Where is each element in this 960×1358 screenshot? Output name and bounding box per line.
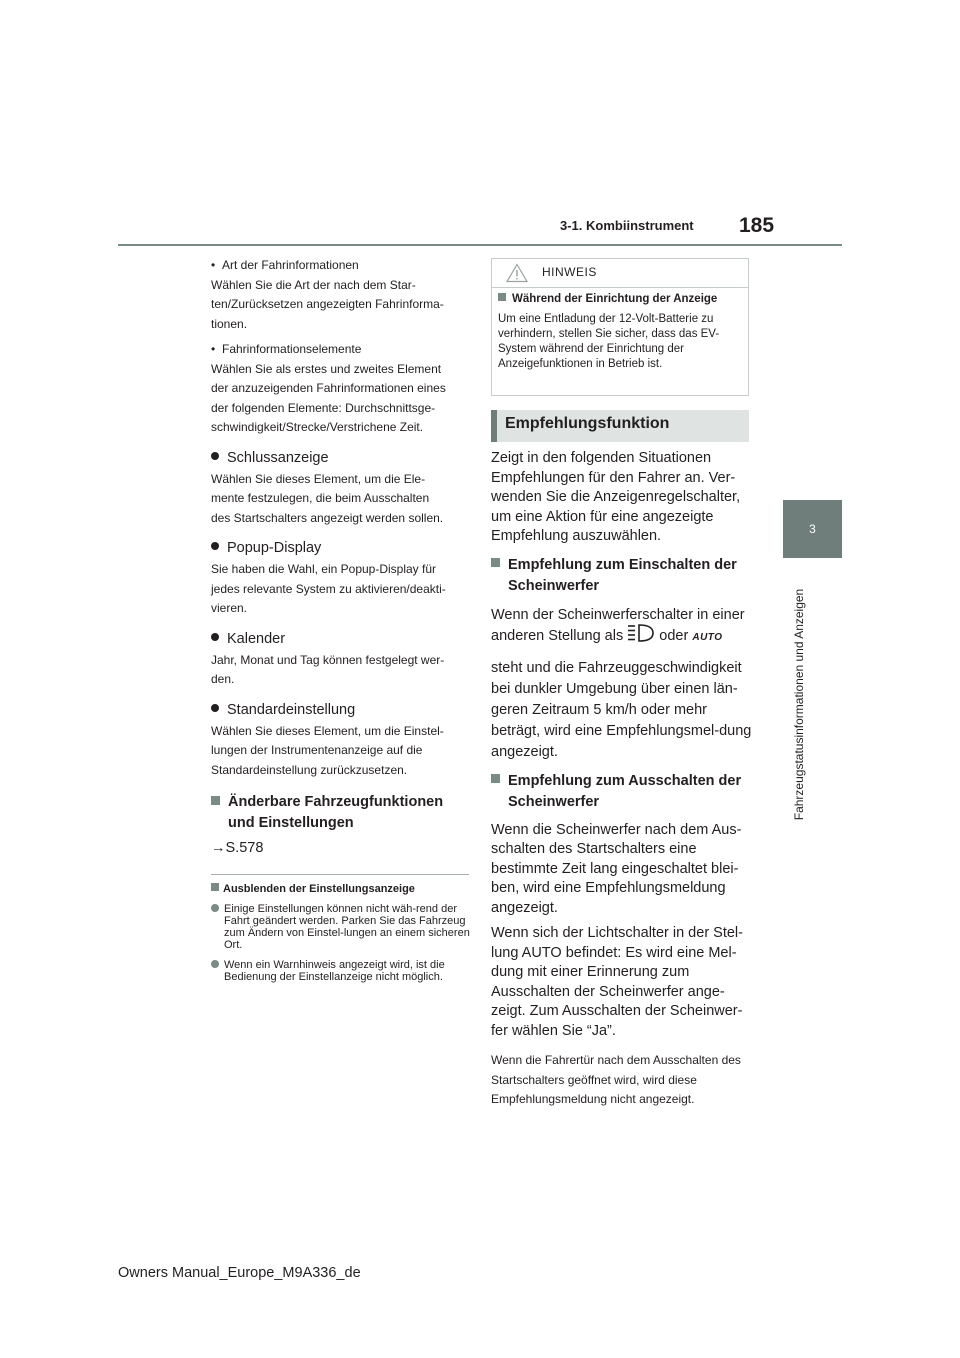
bullet [211, 342, 222, 356]
chapter-label-wrap [770, 562, 830, 847]
hinweis-label: HINWEIS [542, 265, 597, 279]
headlight-icon [627, 623, 655, 643]
note-heading: Ausblenden der Einstellungsanzeige [211, 883, 471, 895]
hinweis-body [492, 288, 748, 372]
disc-bullet [211, 452, 219, 460]
section-header: 3-1. Kombiinstrument [560, 218, 694, 233]
item-heading: Schlussanzeige [211, 448, 471, 468]
chapter-label: Fahrzeugstatusinformationen und Anzeigen [792, 588, 806, 821]
left-column [211, 256, 471, 983]
changeable-heading: Änderbare Fahrzeugfunktionen und Einstellungen [211, 792, 471, 834]
hinweis-box [491, 258, 749, 396]
item-heading: Kalender [211, 629, 471, 649]
bullet [211, 258, 222, 272]
footer-text: Owners Manual_Europe_M9A336_de [118, 1265, 361, 1281]
right-column [491, 449, 753, 1110]
text-line: schwindigkeit/Strecke/Verstrichene Zeit. [211, 420, 424, 434]
header-divider [118, 244, 842, 246]
square-bullet [211, 796, 220, 805]
item-text: Jahr, Monat und Tag können festgelegt wer- den. [211, 652, 445, 686]
note-item: Wenn ein Warnhinweis angezeigt wird, ist die Bedienung der Einstellanzeige nicht möglich. [211, 959, 471, 983]
item-text: Sie haben die Wahl, ein Popup-Display für jedes relevante System zu aktivieren/deakti- vieren. [211, 562, 446, 615]
circle-bullet [211, 960, 219, 968]
square-bullet [491, 774, 500, 783]
item-heading: Popup-Display [211, 538, 471, 558]
item-text: Wählen Sie dieses Element, um die Einstel- lungen der Instrumentenanzeige auf die Standardeinstellung zurückzusetzen. [211, 723, 444, 777]
recommend-off-text-1: Wenn die Scheinwerfer nach dem Aus-schalten des Startschalters eine bestimmte Zeit lang eingeschaltet blei-ben, wird eine Empfehlungsmeldung angezeigt. [491, 821, 742, 916]
recommend-on-text: Wenn der Scheinwerferschalter in einer anderen Stellung als oder AUTO steht und die Fahrzeuggeschwindigkeit bei dunkler Umgebung über einen län-geren Zeitraum 5 km/h oder mehr beträgt, wird eine Empfehlungsmel-dung angezeigt. [491, 606, 752, 760]
auto-icon: AUTO [692, 631, 723, 643]
recommend-off-heading: Empfehlung zum Ausschalten der Scheinwerfer [491, 771, 753, 813]
warning-icon [506, 263, 528, 283]
disc-bullet [211, 542, 219, 550]
page-reference[interactable]: →S.578 [211, 840, 264, 856]
square-bullet [498, 293, 506, 301]
hinweis-title: Während der Einrichtung der Anzeige [498, 292, 742, 307]
recommend-off-text-2: Wenn sich der Lichtschalter in der Stel-lung AUTO befindet: Es wird eine Mel-dung mit einer Erinnerung zum Ausschalten der Scheinwerfer ange-zeigt. Zum Ausschalten der Scheinwer-fer wählen Sie “Ja”. [491, 925, 743, 1039]
sub-item-title: Art der Fahrinformationen [222, 258, 359, 272]
circle-bullet [211, 904, 219, 912]
page-number: 185 [739, 214, 775, 237]
sub-item-title: Fahrinformationselemente [222, 342, 362, 356]
square-bullet [211, 883, 219, 891]
section-heading-bar [491, 410, 749, 442]
text-line: ten/Zurücksetzen angezeigten Fahrinforma- [211, 297, 444, 311]
hinweis-header [492, 259, 748, 288]
intro-text: Zeigt in den folgenden Situationen Empfehlungen für den Fahrer an. Ver-wenden Sie die Anzeigenregelschalter, um eine Aktion für eine angezeigte Empfehlung auszuwählen. [491, 450, 741, 544]
recommend-on-heading: Empfehlung zum Einschalten der Scheinwerfer [491, 555, 753, 597]
item-heading: Standardeinstellung [211, 700, 471, 720]
section-title: Empfehlungsfunktion [505, 415, 670, 432]
text-line: Wählen Sie als erstes und zweites Element [211, 361, 442, 376]
note-divider [211, 874, 469, 875]
text-line: Wählen Sie die Art der nach dem Star- [211, 277, 416, 292]
hinweis-text: Um eine Entladung der 12-Volt-Batterie zu verhindern, stellen Sie sicher, dass das EV-System während der Einrichtung der Anzeigefunktionen in Betrieb ist. [498, 313, 720, 370]
chapter-tab: 3 [783, 500, 842, 558]
note-item: Einige Einstellungen können nicht wäh-rend der Fahrt geändert werden. Parken Sie das Fahrzeug zum Ändern von Einstel-lungen an einem sicheren Ort. [211, 903, 471, 951]
sub-item [211, 256, 471, 334]
disc-bullet [211, 704, 219, 712]
recommend-off-note: Wenn die Fahrertür nach dem Ausschalten des Startschalters geöffnet wird, wird diese Empfehlungsmeldung nicht angezeigt. [491, 1053, 741, 1106]
sub-item [211, 340, 471, 438]
text-line: tionen. [211, 316, 248, 331]
item-text: Wählen Sie dieses Element, um die Ele- mente festzulegen, die beim Ausschalten des Startschalters angezeigt werden sollen. [211, 471, 444, 525]
text-line: der folgenden Elemente: Durchschnittsge- [211, 400, 436, 415]
text-line: der anzuzeigenden Fahrinformationen eines [211, 381, 446, 395]
square-bullet [491, 558, 500, 567]
disc-bullet [211, 633, 219, 641]
